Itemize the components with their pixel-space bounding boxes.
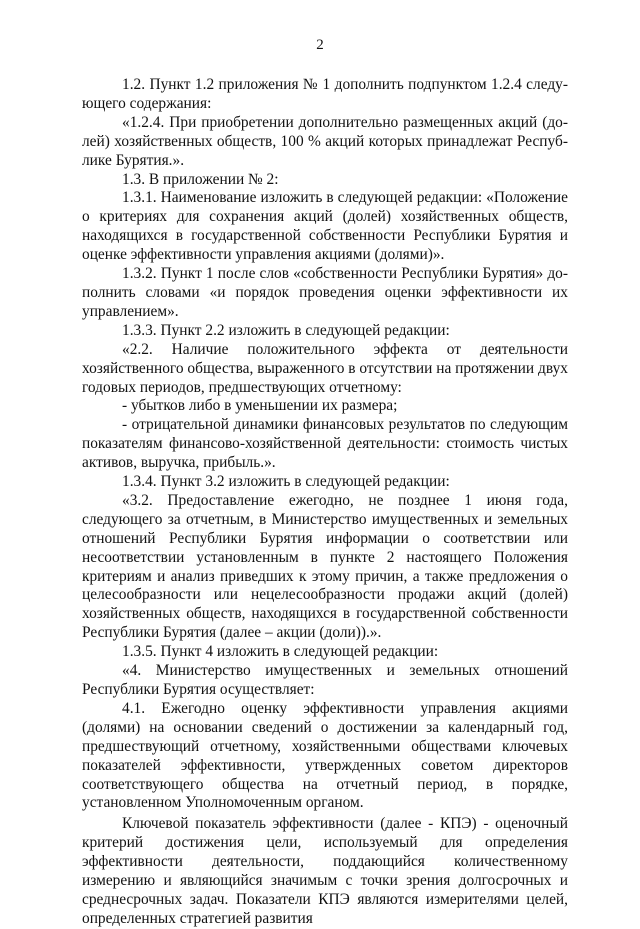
paragraph: - убытков либо в уменьшении их размера; (122, 397, 398, 415)
paragraph: 1.3.5. Пункт 4 изложить в следующей редакции: (122, 643, 439, 661)
paragraph: Ключевой показатель эффективности (далее - КПЭ) - оценочный критерий достижения цели, используемый для определения эффективности деятельности, поддающийся количественному измерению и являющийся значимым с точки зрения долгосрочных и среднесрочных задач. Показатели КПЭ являются измерителями целей, определенных стратегией развития (82, 815, 568, 927)
paragraph: 1.3.2. Пункт 1 после слов «собственности Республики Бурятия» дополнить словами «и порядок проведения оценки эффективности их управлением». (82, 265, 568, 320)
paragraph: «1.2.4. При приобретении дополнительно размещенных акций (долей) хозяйственных обществ, 100 % акций которых принадлежат Республике Бурятия.». (82, 113, 568, 169)
paragraph: «4. Министерство имущественных и земельных отношений Республики Бурятия осуществляет: (82, 662, 568, 698)
paragraph: 1.3.1. Наименование изложить в следующей редакции: «Положение о критериях для сохранения акций (долей) хозяйственных обществ, находящихся в государственной собственности Республики Бурятия и оценке эффективности управления акциями (долями)». (82, 189, 568, 264)
paragraph: «2.2. Наличие положительного эффекта от деятельности хозяйственного общества, выраженного в отсутствии на протяжении двух годовых периодов, предшествующих отчетному: (82, 340, 568, 396)
paragraph: 1.3.3. Пункт 2.2 изложить в следующей редакции: (122, 321, 450, 339)
paragraph: - отрицательной динамики финансовых результатов по следующим показателям финансово-хозяйственной деятельности: стоимость чистых активов, выручка, прибыль.». (82, 416, 568, 472)
document-body (82, 76, 568, 929)
paragraph: 1.3. В приложении № 2: (122, 170, 279, 188)
paragraph: 4.1. Ежегодно оценку эффективности управления акциями (долями) на основании сведений о достижении за календарный год, предшествующий отчетному, хозяйственными обществами ключевых показателей эффективности, утвержденных советом директоров соответствующего общества на отчетный период, в порядке, установленном Уполномоченным органом. (82, 699, 568, 812)
page-number: 2 (316, 37, 324, 53)
paragraph: 1.3.4. Пункт 3.2 изложить в следующей редакции: (122, 473, 450, 491)
paragraph: 1.2. Пункт 1.2 приложения № 1 дополнить подпунктом 1.2.4 следующего содержания: (82, 76, 568, 112)
paragraph: «3.2. Предоставление ежегодно, не позднее 1 июня года, следующего за отчетным, в Министерство имущественных и земельных отношений Республики Бурятия информации о соответствии или несоответствии установленным в пункте 2 настоящего Положения критериям и анализ приведших к этому причин, а также предложения о целесообразности или нецелесообразности продажи акций (долей) хозяйственных обществ, находящихся в государственной собственности Республики Бурятия (далее – акции (доли)).». (82, 491, 568, 642)
